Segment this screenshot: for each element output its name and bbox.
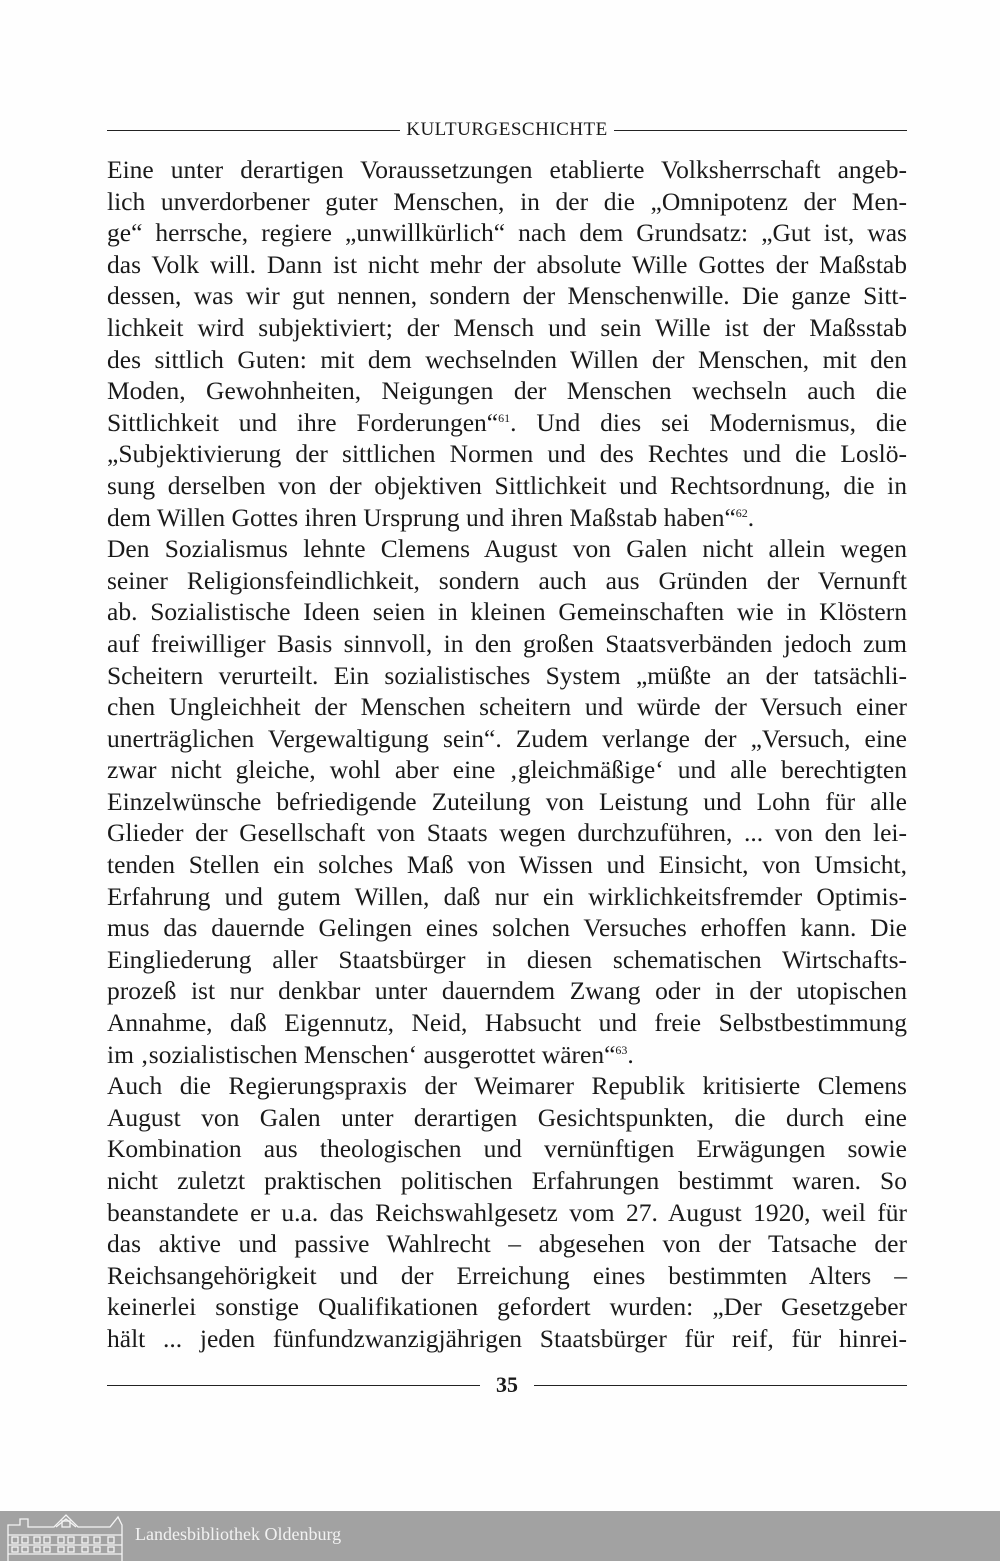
text-line — [107, 565, 907, 597]
line-text: Einzelwünsche befriedigende Zuteilung von Leistung und Lohn für alle — [107, 786, 907, 816]
header-rule-left — [107, 130, 400, 131]
line-text: Kombination aus theologischen und vernünftigen Erwägungen sowie — [107, 1134, 907, 1164]
footnote-reference[interactable]: 63 — [615, 1042, 628, 1057]
line-text: Erfahrung und gutem Willen, daß nur ein wirklichkeitsfremder Optimis- — [107, 881, 907, 911]
line-text: zwar nicht gleiche, wohl aber eine ‚gleichmäßige‘ und alle berechtigten — [107, 755, 907, 785]
footnote-reference[interactable]: 61 — [498, 410, 511, 425]
line-text: dem Willen Gottes ihren Ursprung und ihren Maßstab haben“ — [107, 502, 736, 532]
text-line — [107, 1197, 907, 1229]
line-text: hält ... jeden fünfundzwanzigjährigen Staatsbürger für reif, für hinrei- — [107, 1323, 907, 1353]
line-text: Annahme, daß Eigennutz, Neid, Habsucht und freie Selbstbestimmung — [107, 1008, 907, 1038]
line-text: mus das dauernde Gelingen eines solchen Versuches erhoffen kann. Die — [107, 913, 907, 943]
line-text: beanstandete er u.a. das Reichswahlgesetz vom 27. August 1920, weil für — [107, 1197, 907, 1227]
line-text: Eingliederung aller Staatsbürger in diesen schematischen Wirtschafts- — [107, 944, 907, 974]
line-text-continued: . — [627, 1039, 634, 1069]
line-text: ge“ herrsche, regiere „unwillkürlich“ nach dem Grundsatz: „Gut ist, was — [107, 218, 907, 248]
text-line — [107, 628, 907, 660]
line-text: August von Galen unter derartigen Gesichtspunkten, die durch eine — [107, 1102, 907, 1132]
line-text: lich unverdorbener guter Menschen, in der die „Omnipotenz der Men- — [107, 186, 907, 216]
text-line — [107, 470, 907, 502]
text-line — [107, 944, 907, 976]
text-line — [107, 596, 907, 628]
line-text: das Volk will. Dann ist nicht mehr der absolute Wille Gottes der Maßstab — [107, 249, 907, 279]
line-text: unerträglichen Vergewaltigung sein“. Zudem verlange der „Versuch, eine — [107, 723, 907, 753]
library-name: Landesbibliothek Oldenburg — [135, 1524, 342, 1544]
line-text: „Subjektivierung der sittlichen Normen und des Rechtes und die Loslö- — [107, 439, 907, 469]
text-line — [107, 438, 907, 470]
text-line — [107, 1323, 907, 1355]
line-text: Auch die Regierungspraxis der Weimarer Republik kritisierte Clemens — [107, 1071, 907, 1101]
text-line — [107, 1133, 907, 1165]
footnote-reference[interactable]: 62 — [735, 505, 748, 520]
line-text: seiner Religionsfeindlichkeit, sondern auch aus Gründen der Vernunft — [107, 565, 907, 595]
page-footer — [107, 1372, 907, 1398]
text-line — [107, 154, 907, 186]
line-text: Scheitern verurteilt. Ein sozialistisches System „müßte an der tatsächli- — [107, 660, 907, 690]
text-line — [107, 723, 907, 755]
library-building-icon — [6, 1513, 124, 1561]
body-text — [107, 154, 907, 1355]
line-text: auf freiwilliger Basis sinnvoll, in den großen Staatsverbänden jedoch zum — [107, 628, 907, 658]
line-text: nicht zuletzt praktischen politischen Erfahrungen bestimmt waren. So — [107, 1166, 907, 1195]
paragraph — [107, 533, 907, 1070]
paragraph — [107, 1070, 907, 1354]
text-line — [107, 975, 907, 1007]
line-text: dessen, was wir gut nennen, sondern der Menschenwille. Die ganze Sitt- — [107, 281, 907, 311]
text-line — [107, 1102, 907, 1134]
text-line — [107, 280, 907, 312]
line-text: im ‚sozialistischen Menschen‘ ausgerottet wären“ — [107, 1039, 616, 1069]
line-text: keinerlei sonstige Qualifikationen gefordert wurden: „Der Gesetzgeber — [107, 1292, 907, 1322]
line-text: Moden, Gewohnheiten, Neigungen der Menschen wechseln auch die — [107, 376, 907, 406]
text-line — [107, 1291, 907, 1323]
text-line — [107, 1165, 907, 1197]
paragraph — [107, 154, 907, 533]
line-text: Eine unter derartigen Voraussetzungen etablierte Volksherrschaft angeb- — [107, 155, 907, 184]
text-line — [107, 1260, 907, 1292]
text-line — [107, 849, 907, 881]
line-text: ab. Sozialistische Ideen seien in kleinen Gemeinschaften wie in Klöstern — [107, 597, 907, 627]
line-text: Glieder der Gesellschaft von Staats wegen durchzuführen, ... von den lei- — [107, 818, 907, 848]
text-line — [107, 912, 907, 944]
line-text-continued: . Und dies sei Modernismus, die — [510, 407, 907, 437]
text-line — [107, 375, 907, 407]
text-line — [107, 817, 907, 849]
text-line — [107, 1007, 907, 1039]
text-line — [107, 1039, 907, 1071]
text-line — [107, 186, 907, 218]
footer-rule-right — [534, 1385, 907, 1386]
text-line — [107, 502, 907, 534]
text-line — [107, 217, 907, 249]
line-text: tenden Stellen ein solches Maß von Wissen und Einsicht, von Umsicht, — [107, 850, 907, 880]
library-watermark-bar — [0, 1511, 1000, 1561]
text-line — [107, 249, 907, 281]
text-line — [107, 312, 907, 344]
text-line — [107, 754, 907, 786]
text-line — [107, 691, 907, 723]
line-text: das aktive und passive Wahlrecht – abgesehen von der Tatsache der — [107, 1229, 907, 1259]
text-line — [107, 786, 907, 818]
line-text: lichkeit wird subjektiviert; der Mensch und sein Wille ist der Maßsstab — [107, 312, 907, 342]
line-text: Den Sozialismus lehnte Clemens August von Galen nicht allein wegen — [107, 534, 907, 564]
footer-rule-left — [107, 1385, 480, 1386]
running-head — [107, 119, 907, 141]
running-head-title: KULTURGESCHICHTE — [406, 119, 608, 140]
line-text-continued: . — [747, 502, 755, 532]
line-text: des sittlich Guten: mit dem wechselnden Willen der Menschen, mit den — [107, 344, 907, 374]
line-text: prozeß ist nur denkbar unter dauerndem Zwang oder in der utopischen — [107, 976, 907, 1006]
text-line — [107, 1228, 907, 1260]
line-text: sung derselben von der objektiven Sittlichkeit und Rechtsordnung, die in — [107, 470, 907, 500]
text-line — [107, 533, 907, 565]
text-line — [107, 660, 907, 692]
text-line — [107, 1070, 907, 1102]
text-line — [107, 344, 907, 376]
line-text: Sittlichkeit und ihre Forderungen“ — [107, 407, 499, 437]
line-text: Reichsangehörigkeit und der Erreichung eines bestimmten Alters – — [107, 1260, 907, 1290]
text-line — [107, 407, 907, 439]
page-number: 35 — [496, 1372, 518, 1397]
text-line — [107, 881, 907, 913]
line-text: chen Ungleichheit der Menschen scheitern und würde der Versuch einer — [107, 692, 907, 722]
header-rule-right — [614, 130, 907, 131]
